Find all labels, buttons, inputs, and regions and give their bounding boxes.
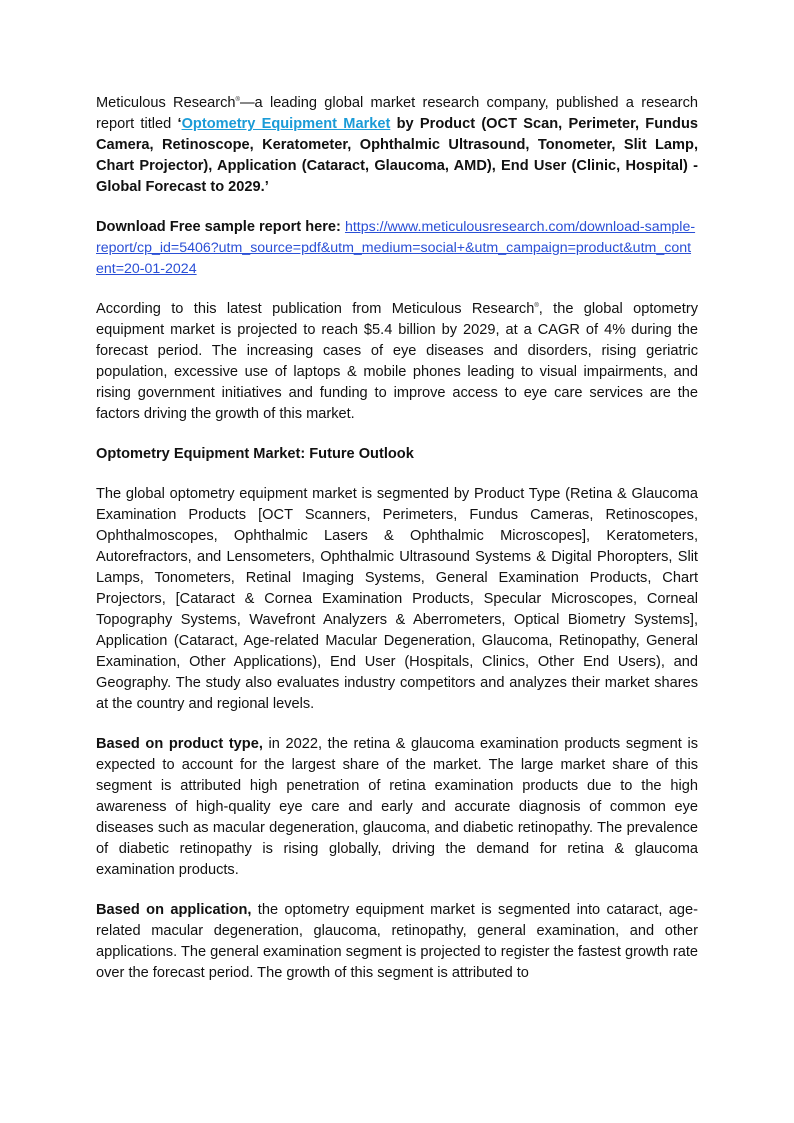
application-lead: Based on application,: [96, 902, 252, 918]
download-paragraph: [96, 217, 698, 280]
quote-open: ‘: [177, 116, 182, 132]
report-title-rest: by Product (OCT Scan, Perimeter, Fundus Camera, Retinoscope, Keratometer, Ophthalmic Ultrasound, Tonometer, Slit Lamp, Chart Projector), Application (Cataract, Glaucoma, AMD), End User (Clinic, Hospital) - Global Forecast to 2029.’: [96, 116, 698, 195]
application-text: the optometry equipment market is segmented into cataract, age-related macular degeneration, glaucoma, retinopathy, general examination, and other applications. The general examination segment is projected to register the fastest growth rate over the forecast period. The growth of this segment is attributed to: [96, 902, 699, 981]
application-paragraph: [96, 900, 698, 984]
forecast-text-rest: , the global optometry equipment market is projected to reach $5.4 billion by 2029, at a CAGR of 4% during the forecast period. The increasing cases of eye diseases and disorders, rising geriatric population, excessive use of laptops & mobile phones leading to visual impairments, and rising government initiatives and funding to improve access to eye care services are the factors driving the growth of this market.: [96, 301, 698, 422]
report-title-link[interactable]: Optometry Equipment Market: [181, 116, 391, 132]
download-label: Download Free sample report here:: [96, 219, 345, 235]
company-name: Meticulous Research: [96, 95, 236, 111]
product-type-paragraph: [96, 734, 698, 881]
document-page: [96, 93, 698, 984]
intro-paragraph: [96, 93, 698, 198]
forecast-text-start: According to this latest publication from Meticulous Research: [96, 301, 535, 317]
intro-text: —a leading global market research company, published a research report titled: [96, 95, 698, 132]
registered-mark: ®: [235, 97, 240, 104]
product-type-text: in 2022, the retina & glaucoma examination products segment is expected to account for the largest share of the market. The large market share of this segment is attributed high penetration of retina examination products due to the high awareness of high-quality eye care and early and accurate diagnosis of common eye diseases such as macular degeneration, glaucoma, and diabetic retinopathy. The prevalence of diabetic retinopathy is rising globally, driving the demand for retina & glaucoma examination products.: [96, 736, 698, 878]
registered-mark: ®: [534, 303, 539, 310]
segmentation-paragraph: The global optometry equipment market is segmented by Product Type (Retina & Glaucoma Examination Products [OCT Scanners, Perimeters, Fundus Cameras, Retinoscopes, Ophthalmoscopes, Ophthalmic Lasers & Ophthalmic Microscopes], Keratometers, Autorefractors, and Lensometers, Ophthalmic Ultrasound Systems & Digital Phoropters, Slit Lamps, Tonometers, Retinal Imaging Systems, General Examination Products, Chart Projectors, [Cataract & Cornea Examination Products, Specular Microscopes, Corneal Topography Systems, Wavefront Analyzers & Aberrometers, Optical Biometry Systems], Application (Cataract, Age-related Macular Degeneration, Glaucoma, Retinopathy, General Examination, Other Applications), End User (Hospitals, Clinics, Other End Users), and Geography. The study also evaluates industry competitors and analyzes their market shares at the country and regional levels.: [96, 486, 698, 712]
outlook-heading: Optometry Equipment Market: Future Outlook: [96, 446, 414, 462]
forecast-paragraph: [96, 299, 698, 425]
product-type-lead: Based on product type,: [96, 736, 263, 752]
download-url-link[interactable]: https://www.meticulousresearch.com/download-sample-report/cp_id=5406?utm_source=pdf&utm_medium=social+&utm_campaign=product&utm_content=20-01-2024: [96, 219, 696, 277]
